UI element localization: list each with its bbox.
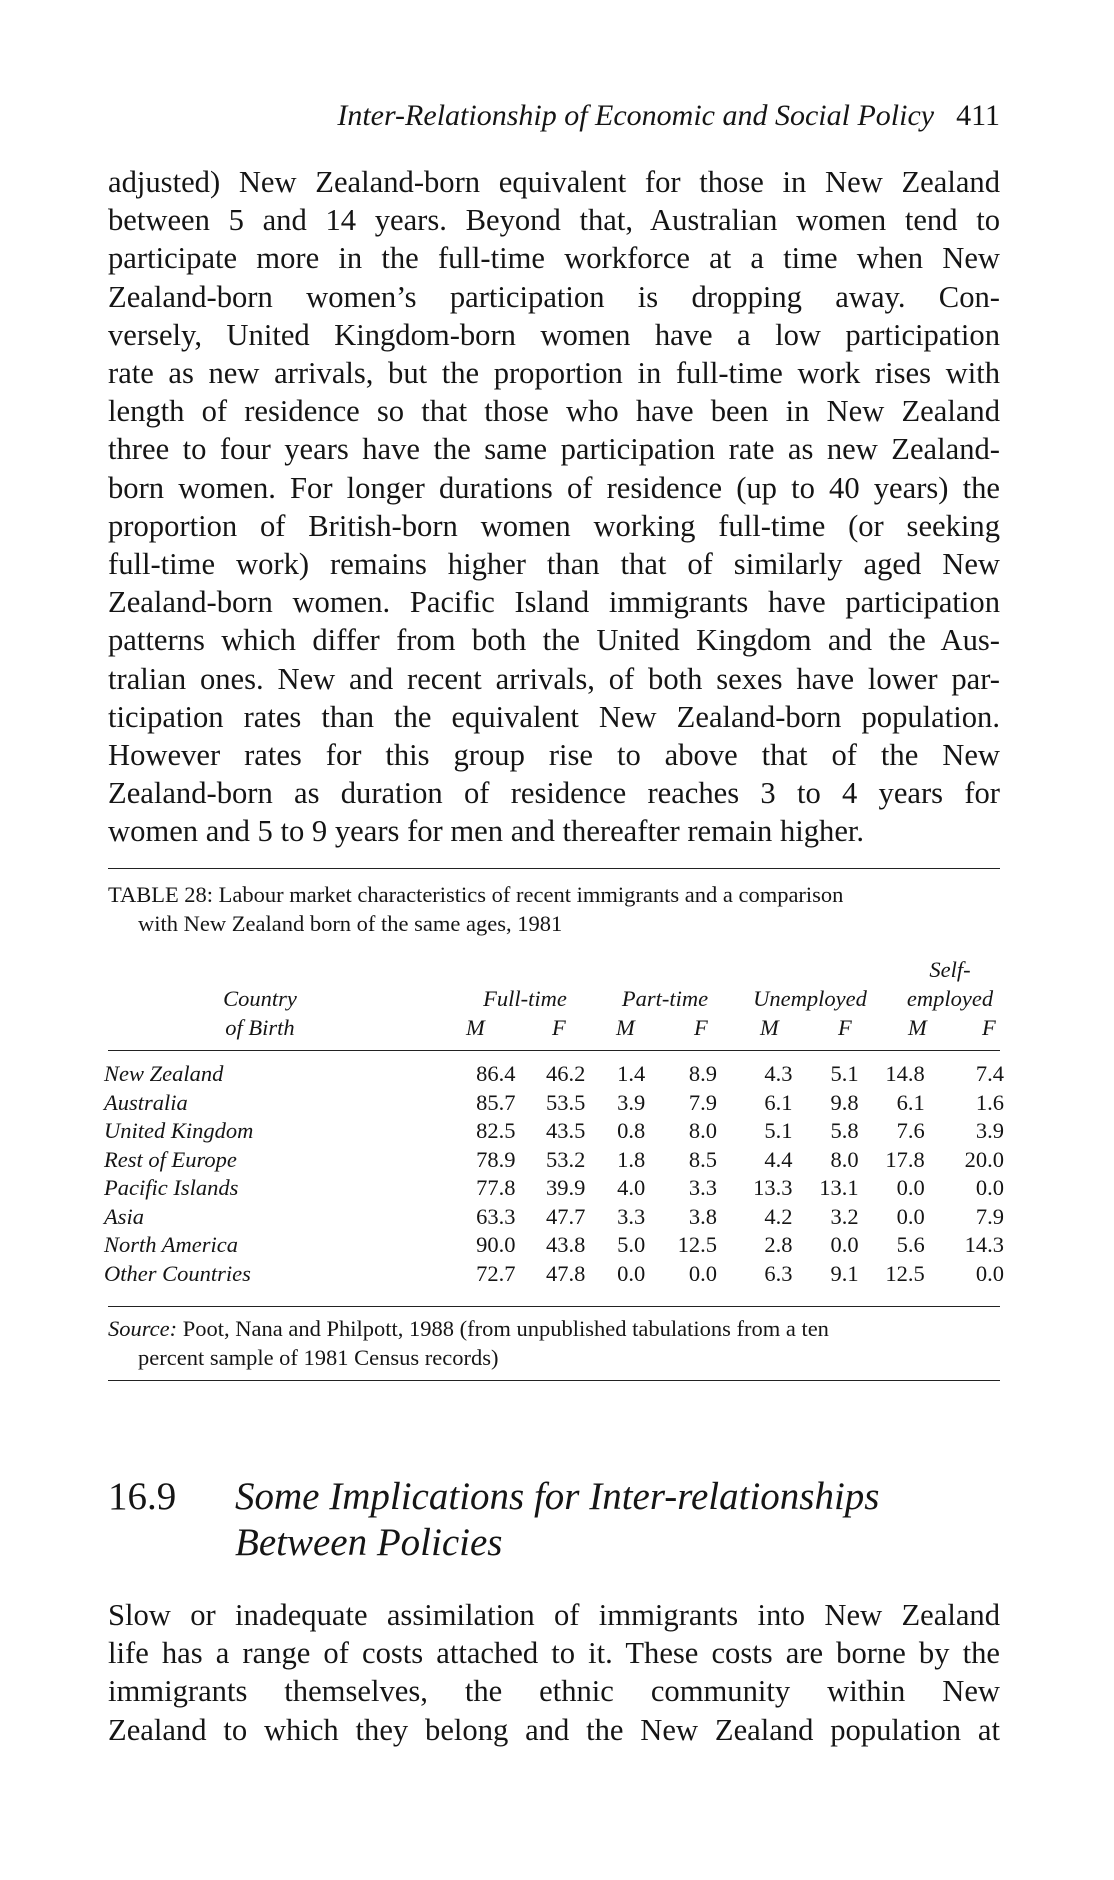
text-line: Slow or inadequate assimilation of immigrants into New Zealand — [108, 1598, 1000, 1632]
value-cell: 77.8 — [476, 1175, 516, 1200]
value-cell: 0.0 — [896, 1175, 925, 1200]
text-line: immigrants themselves, the ethnic community within New — [108, 1674, 1000, 1709]
value-cell: 5.1 — [830, 1061, 859, 1086]
header-country-line2: of Birth — [225, 1015, 295, 1040]
header-full-time-m: M — [466, 1015, 485, 1040]
text-line: born women. For longer durations of residence (up to 40 years) the — [108, 470, 1000, 505]
value-cell: 90.0 — [476, 1232, 516, 1257]
value-cell: 3.2 — [830, 1203, 859, 1229]
value-cell: 47.8 — [546, 1260, 586, 1286]
value-cell: 0.0 — [617, 1260, 646, 1286]
table-top-rule — [108, 868, 1000, 869]
header-part-time: Part-time — [621, 986, 709, 1011]
text-line: adjusted) New Zealand-born equivalent for those in New Zealand — [108, 165, 1000, 199]
paragraph-2 — [108, 1596, 1000, 1749]
header-self-line1: Self- — [929, 957, 971, 982]
header-self-line2: employed — [906, 986, 994, 1011]
value-cell: 3.3 — [617, 1203, 646, 1229]
source-label: Source: — [108, 1316, 178, 1341]
table-row — [104, 1117, 1004, 1146]
section-number: 16.9 — [108, 1475, 177, 1518]
value-cell: 0.0 — [688, 1260, 717, 1286]
text-line: Zealand-born as duration of residence reaches 3 to 4 years for — [108, 776, 1000, 811]
value-cell: 63.3 — [476, 1203, 516, 1229]
value-cell: 0.8 — [617, 1118, 646, 1143]
paragraph-1 — [108, 163, 1000, 851]
country-cell: Australia — [104, 1089, 188, 1115]
header-unemployed-m: M — [760, 1015, 779, 1040]
value-cell: 8.5 — [688, 1146, 717, 1172]
value-cell: 72.7 — [476, 1260, 516, 1286]
text-line: length of residence so that those who have been in New Zealand — [108, 394, 1000, 429]
value-cell: 0.0 — [830, 1232, 859, 1257]
country-cell: North America — [104, 1232, 238, 1257]
value-cell: 0.0 — [896, 1203, 925, 1229]
value-cell: 85.7 — [476, 1089, 516, 1115]
country-cell: United Kingdom — [104, 1118, 254, 1143]
country-cell: Pacific Islands — [104, 1175, 239, 1200]
value-cell: 6.1 — [764, 1089, 793, 1115]
value-cell: 47.7 — [546, 1203, 586, 1229]
value-cell: 1.4 — [617, 1061, 646, 1086]
country-cell: New Zealand — [104, 1061, 224, 1086]
table-row — [104, 1146, 1004, 1175]
value-cell: 4.4 — [764, 1146, 793, 1172]
header-self-m: M — [908, 1015, 927, 1040]
value-cell: 86.4 — [476, 1061, 516, 1086]
value-cell: 5.8 — [830, 1118, 859, 1143]
value-cell: 14.8 — [885, 1061, 925, 1086]
value-cell: 14.3 — [964, 1232, 1004, 1257]
country-cell: Asia — [104, 1203, 145, 1229]
data-table — [104, 1060, 1004, 1288]
text-line: tralian ones. New and recent arrivals, of both sexes have lower par- — [108, 661, 1000, 696]
header-country-line1: Country — [223, 986, 297, 1011]
text-line: participate more in the full-time workforce at a time when New — [108, 241, 1000, 276]
value-cell: 13.1 — [819, 1175, 859, 1200]
table-header-rule — [108, 1050, 1000, 1051]
value-cell: 7.6 — [896, 1118, 925, 1143]
value-cell: 3.9 — [975, 1118, 1004, 1143]
source-text: Poot, Nana and Philpott, 1988 (from unpublished tabulations from a ten — [182, 1316, 829, 1341]
value-cell: 39.9 — [546, 1175, 586, 1200]
header-full-time-f: F — [552, 1015, 566, 1040]
running-title: Inter-Relationship of Economic and Social Policy — [337, 99, 935, 132]
value-cell: 6.1 — [896, 1089, 925, 1115]
header-full-time: Full-time — [483, 986, 567, 1011]
caption-line: with New Zealand born of the same ages, 1981 — [138, 911, 563, 936]
value-cell: 1.6 — [975, 1089, 1004, 1115]
value-cell: 43.5 — [546, 1118, 586, 1143]
table-source — [108, 1314, 1008, 1372]
value-cell: 43.8 — [546, 1232, 586, 1257]
header-unemployed: Unemployed — [753, 986, 867, 1011]
running-head — [300, 96, 1000, 136]
table-row — [104, 1231, 1004, 1260]
value-cell: 8.9 — [688, 1061, 717, 1086]
value-cell: 4.3 — [764, 1061, 793, 1086]
value-cell: 5.6 — [896, 1232, 925, 1257]
value-cell: 82.5 — [476, 1118, 516, 1143]
text-line: Zealand-born women. Pacific Island immigrants have participation — [108, 585, 1000, 620]
section-title-line: Some Implications for Inter-relationships — [235, 1475, 880, 1518]
text-line: Zealand to which they belong and the New Zealand population at — [108, 1712, 1000, 1747]
caption-line: TABLE 28: Labour market characteristics of recent immigrants and a comparison — [108, 882, 844, 907]
value-cell: 78.9 — [476, 1146, 516, 1172]
text-line: patterns which differ from both the United Kingdom and the Aus- — [108, 623, 1000, 658]
value-cell: 0.0 — [975, 1260, 1004, 1286]
value-cell: 7.4 — [975, 1061, 1004, 1086]
value-cell: 4.0 — [617, 1175, 646, 1200]
value-cell: 17.8 — [885, 1146, 925, 1172]
value-cell: 3.3 — [688, 1175, 717, 1200]
header-part-time-f: F — [694, 1015, 708, 1040]
value-cell: 7.9 — [975, 1203, 1004, 1229]
table-caption — [108, 880, 1008, 938]
text-line: between 5 and 14 years. Beyond that, Australian women tend to — [108, 203, 1000, 238]
value-cell: 2.8 — [764, 1232, 793, 1257]
text-line: rate as new arrivals, but the proportion in full-time work rises with — [108, 356, 1000, 391]
text-line: However rates for this group rise to above that of the New — [108, 738, 1000, 773]
value-cell: 46.2 — [546, 1061, 586, 1086]
value-cell: 20.0 — [964, 1146, 1004, 1172]
value-cell: 3.8 — [688, 1203, 717, 1229]
value-cell: 12.5 — [885, 1260, 925, 1286]
table-bottom-rule — [108, 1306, 1000, 1307]
value-cell: 3.9 — [617, 1089, 646, 1115]
value-cell: 6.3 — [764, 1260, 793, 1286]
table-row — [104, 1203, 1004, 1232]
table-row — [104, 1260, 1004, 1289]
value-cell: 9.1 — [830, 1260, 859, 1286]
table-row — [104, 1060, 1004, 1089]
text-line: ticipation rates than the equivalent New Zealand-born population. — [108, 699, 1000, 734]
value-cell: 1.8 — [617, 1146, 646, 1172]
text-line: three to four years have the same participation rate as new Zealand- — [108, 432, 1000, 467]
value-cell: 53.2 — [546, 1146, 586, 1172]
value-cell: 5.1 — [764, 1118, 793, 1143]
value-cell: 0.0 — [975, 1175, 1004, 1200]
value-cell: 53.5 — [546, 1089, 586, 1115]
text-line: proportion of British-born women working full-time (or seeking — [108, 508, 1000, 543]
value-cell: 4.2 — [764, 1203, 793, 1229]
header-part-time-m: M — [616, 1015, 635, 1040]
header-unemployed-f: F — [838, 1015, 852, 1040]
table-end-rule — [108, 1380, 1000, 1381]
value-cell: 9.8 — [830, 1089, 859, 1115]
country-cell: Other Countries — [104, 1260, 251, 1286]
section-title — [235, 1474, 995, 1566]
value-cell: 8.0 — [830, 1146, 859, 1172]
country-cell: Rest of Europe — [104, 1146, 237, 1172]
value-cell: 8.0 — [688, 1118, 717, 1143]
table-row — [104, 1089, 1004, 1118]
value-cell: 7.9 — [688, 1089, 717, 1115]
text-line: full-time work) remains higher than that of similarly aged New — [108, 547, 1000, 582]
page-number: 411 — [956, 99, 1000, 132]
value-cell: 12.5 — [677, 1232, 717, 1257]
text-line: Zealand-born women’s participation is dropping away. Con- — [108, 279, 1000, 314]
value-cell: 13.3 — [753, 1175, 793, 1200]
table-row — [104, 1174, 1004, 1203]
section-title-line: Between Policies — [235, 1521, 503, 1564]
text-line: versely, United Kingdom-born women have a low participation — [108, 317, 1000, 352]
header-self-f: F — [982, 1015, 996, 1040]
text-line: life has a range of costs attached to it. These costs are borne by the — [108, 1636, 1000, 1671]
source-text-line2: percent sample of 1981 Census records) — [138, 1345, 499, 1370]
value-cell: 5.0 — [617, 1232, 646, 1257]
text-line: women and 5 to 9 years for men and thereafter remain higher. — [108, 814, 865, 849]
